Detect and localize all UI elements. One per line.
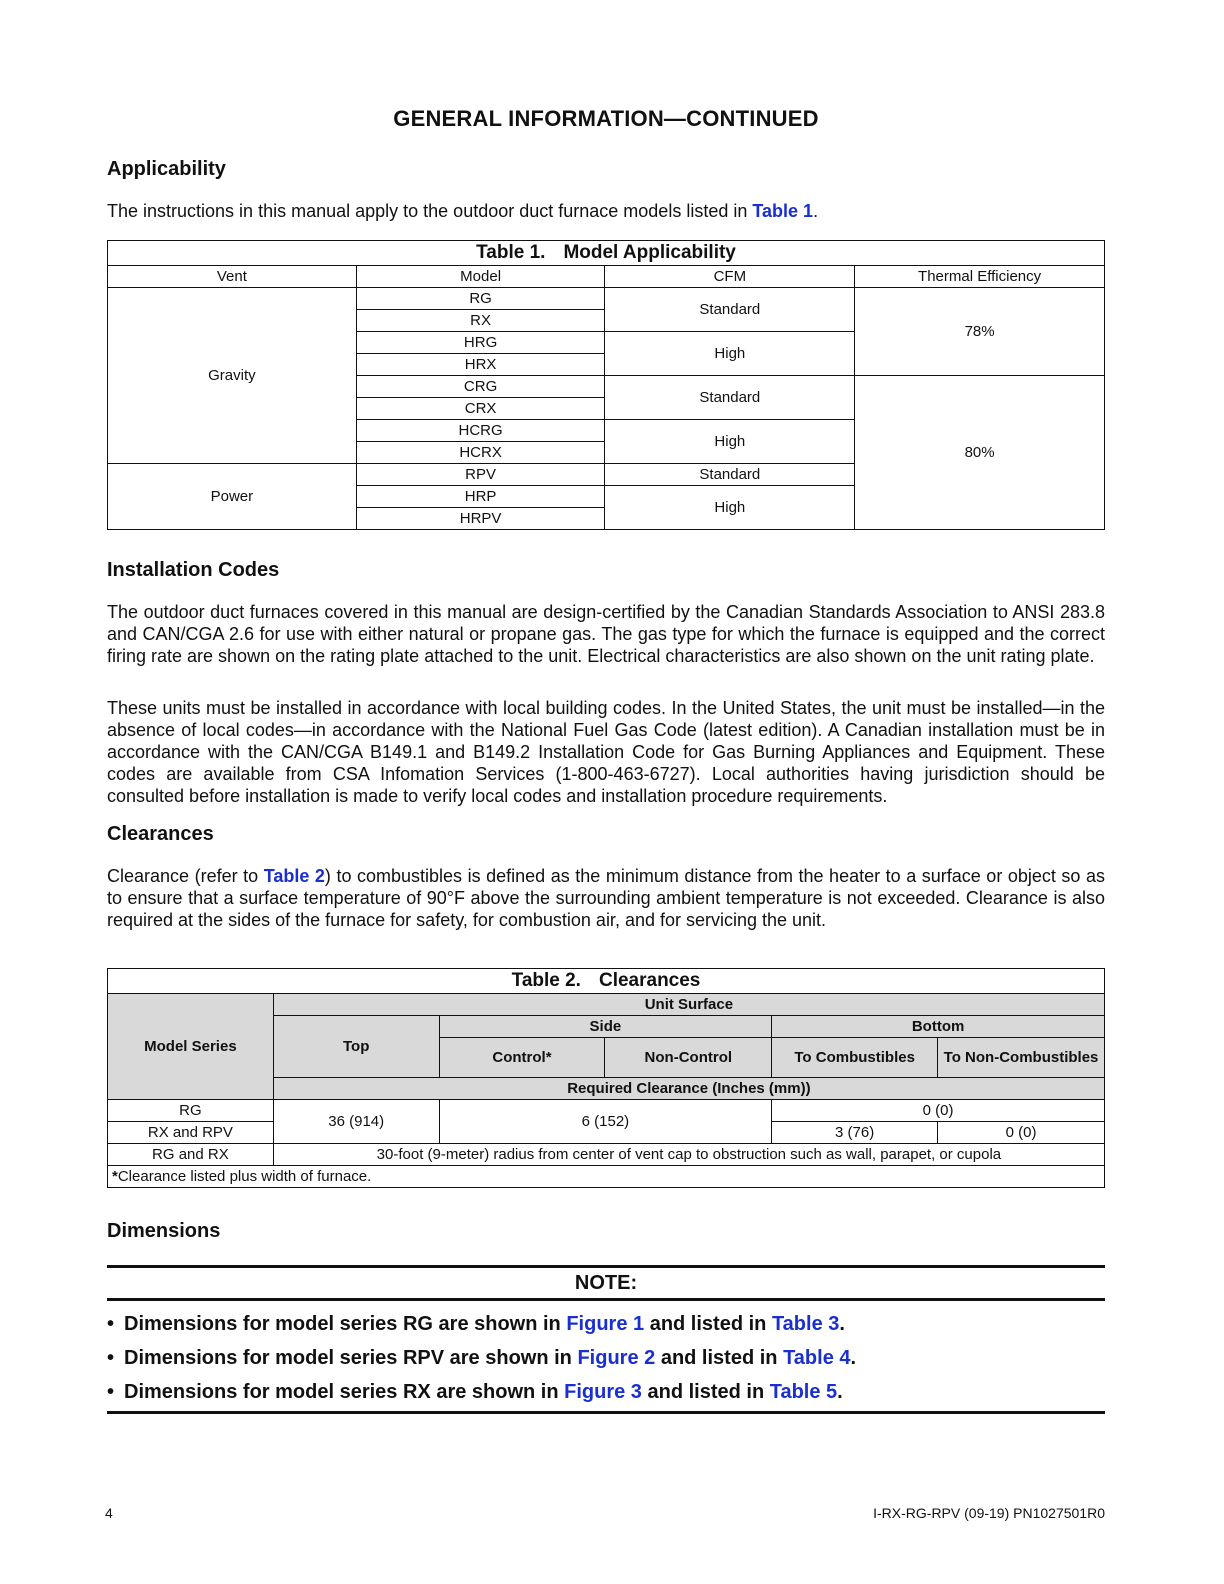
vent-gravity: Gravity	[108, 288, 357, 464]
cfm-cell: Standard	[605, 288, 855, 332]
bottom-clearance-rg: 0 (0)	[772, 1100, 1105, 1122]
efficiency-cell: 78%	[855, 288, 1105, 376]
header-model: Model	[356, 266, 605, 288]
model-cell: HCRG	[356, 420, 605, 442]
model-cell: CRG	[356, 376, 605, 398]
bullet-dot: •	[107, 1347, 115, 1369]
header-thermal-efficiency: Thermal Efficiency	[855, 266, 1105, 288]
applicability-text: The instructions in this manual apply to the outdoor duct furnace models listed in Table 1.	[107, 201, 819, 221]
model-cell: HRG	[356, 332, 605, 354]
header-to-combustibles: To Combustibles	[772, 1038, 938, 1078]
table-2-footnote: *Clearance listed plus width of furnace.	[108, 1166, 1105, 1188]
table-4-link[interactable]: Table 4	[783, 1347, 851, 1369]
installation-paragraph-1: The outdoor duct furnaces covered in this manual are design-certified by the Canadian Standards Association to ANSI 283.8 and CAN/CGA 2.6 for use with either natural or propane gas. The gas type for which the furnace is equipped and the correct firing rate are shown on the rating plate attached to the unit. Electrical characteristics are also shown on the unit rating plate.	[107, 602, 1105, 666]
clearances-title: Clearances	[107, 823, 214, 845]
side-clearance-value: 6 (152)	[439, 1100, 772, 1144]
note-bullet: • Dimensions for model series RX are shown in Figure 3 and listed in Table 5.	[107, 1381, 843, 1403]
header-to-non-combustibles: To Non-Combustibles	[938, 1038, 1105, 1078]
model-cell: HRPV	[356, 508, 605, 530]
model-cell: RPV	[356, 464, 605, 486]
note-rule-bottom	[107, 1411, 1105, 1414]
bullet-dot: •	[107, 1381, 115, 1403]
table-1-caption: Table 1. Model Applicability	[108, 241, 1105, 266]
note-rule-top	[107, 1265, 1105, 1268]
table-2-link[interactable]: Table 2	[263, 866, 325, 886]
model-cell: CRX	[356, 398, 605, 420]
header-bottom: Bottom	[772, 1016, 1105, 1038]
table-clearances	[107, 968, 1105, 1188]
bottom-non-combustibles-value: 0 (0)	[938, 1122, 1105, 1144]
document-id: I-RX-RG-RPV (09-19) PN1027501R0	[873, 1505, 1105, 1521]
cfm-cell: Standard	[605, 376, 855, 420]
header-vent: Vent	[108, 266, 357, 288]
page-heading: GENERAL INFORMATION—CONTINUED	[393, 106, 819, 131]
dimensions-title: Dimensions	[107, 1220, 221, 1242]
model-cell: HRP	[356, 486, 605, 508]
cfm-cell: High	[605, 486, 855, 530]
header-top: Top	[273, 1016, 439, 1078]
figure-1-link[interactable]: Figure 1	[566, 1313, 645, 1335]
note-rule-middle	[107, 1298, 1105, 1301]
header-side: Side	[439, 1016, 772, 1038]
clearances-text: Clearance (refer to Table 2) to combustibles is defined as the minimum distance from the heater to a surface or object so as to ensure that a surface temperature of 90°F above the surrounding ambient temperature is not exceeded. Clearance is also required at the sides of the furnace for safety, for combustion air, and for servicing the unit.	[107, 866, 1105, 930]
cfm-cell: Standard	[605, 464, 855, 486]
table-model-applicability	[107, 240, 1105, 530]
row-label-rg: RG	[108, 1100, 274, 1122]
header-unit-surface: Unit Surface	[273, 994, 1104, 1016]
header-required-clearance: Required Clearance (Inches (mm))	[273, 1078, 1104, 1100]
note-bullet: • Dimensions for model series RPV are shown in Figure 2 and listed in Table 4.	[107, 1347, 857, 1369]
top-clearance-value: 36 (914)	[273, 1100, 439, 1144]
figure-2-link[interactable]: Figure 2	[577, 1347, 656, 1369]
vent-radius-value: 30-foot (9-meter) radius from center of vent cap to obstruction such as wall, parapet, or cupola	[273, 1144, 1104, 1166]
note-bullet: • Dimensions for model series RG are shown in Figure 1 and listed in Table 3.	[107, 1313, 845, 1335]
table-2-caption: Table 2. Clearances	[108, 969, 1105, 994]
model-cell: RG	[356, 288, 605, 310]
header-cfm: CFM	[605, 266, 855, 288]
applicability-title: Applicability	[107, 158, 226, 180]
header-non-control: Non-Control	[605, 1038, 772, 1078]
note-title: NOTE:	[574, 1272, 638, 1294]
figure-3-link[interactable]: Figure 3	[564, 1381, 642, 1403]
row-label-rx-rpv: RX and RPV	[108, 1122, 274, 1144]
installation-codes-title: Installation Codes	[107, 559, 280, 581]
vent-power: Power	[108, 464, 357, 530]
table-1-link[interactable]: Table 1	[752, 201, 814, 221]
model-cell: HRX	[356, 354, 605, 376]
model-cell: RX	[356, 310, 605, 332]
row-label-rg-rx: RG and RX	[108, 1144, 274, 1166]
installation-paragraph-2: These units must be installed in accordance with local building codes. In the United States, the unit must be installed—in the absence of local codes—in accordance with the National Fuel Gas Code (latest edition). A Canadian installation must be in accordance with the CAN/CGA B149.1 and B149.2 Installation Code for Gas Burning Appliances and Equipment. These codes are available from CSA Infomation Services (1-800-463-6727). Local authorities having jurisdiction should be consulted before installation is made to verify local codes and installation procedure requirements.	[107, 698, 1105, 806]
header-model-series: Model Series	[108, 994, 274, 1100]
model-cell: HCRX	[356, 442, 605, 464]
page-number: 4	[105, 1505, 113, 1521]
table-5-link[interactable]: Table 5	[769, 1381, 838, 1403]
cfm-cell: High	[605, 420, 855, 464]
bottom-combustibles-value: 3 (76)	[772, 1122, 938, 1144]
cfm-cell: High	[605, 332, 855, 376]
efficiency-cell: 80%	[855, 376, 1105, 530]
header-control: Control*	[439, 1038, 605, 1078]
bullet-dot: •	[107, 1313, 115, 1335]
table-3-link[interactable]: Table 3	[771, 1313, 840, 1335]
